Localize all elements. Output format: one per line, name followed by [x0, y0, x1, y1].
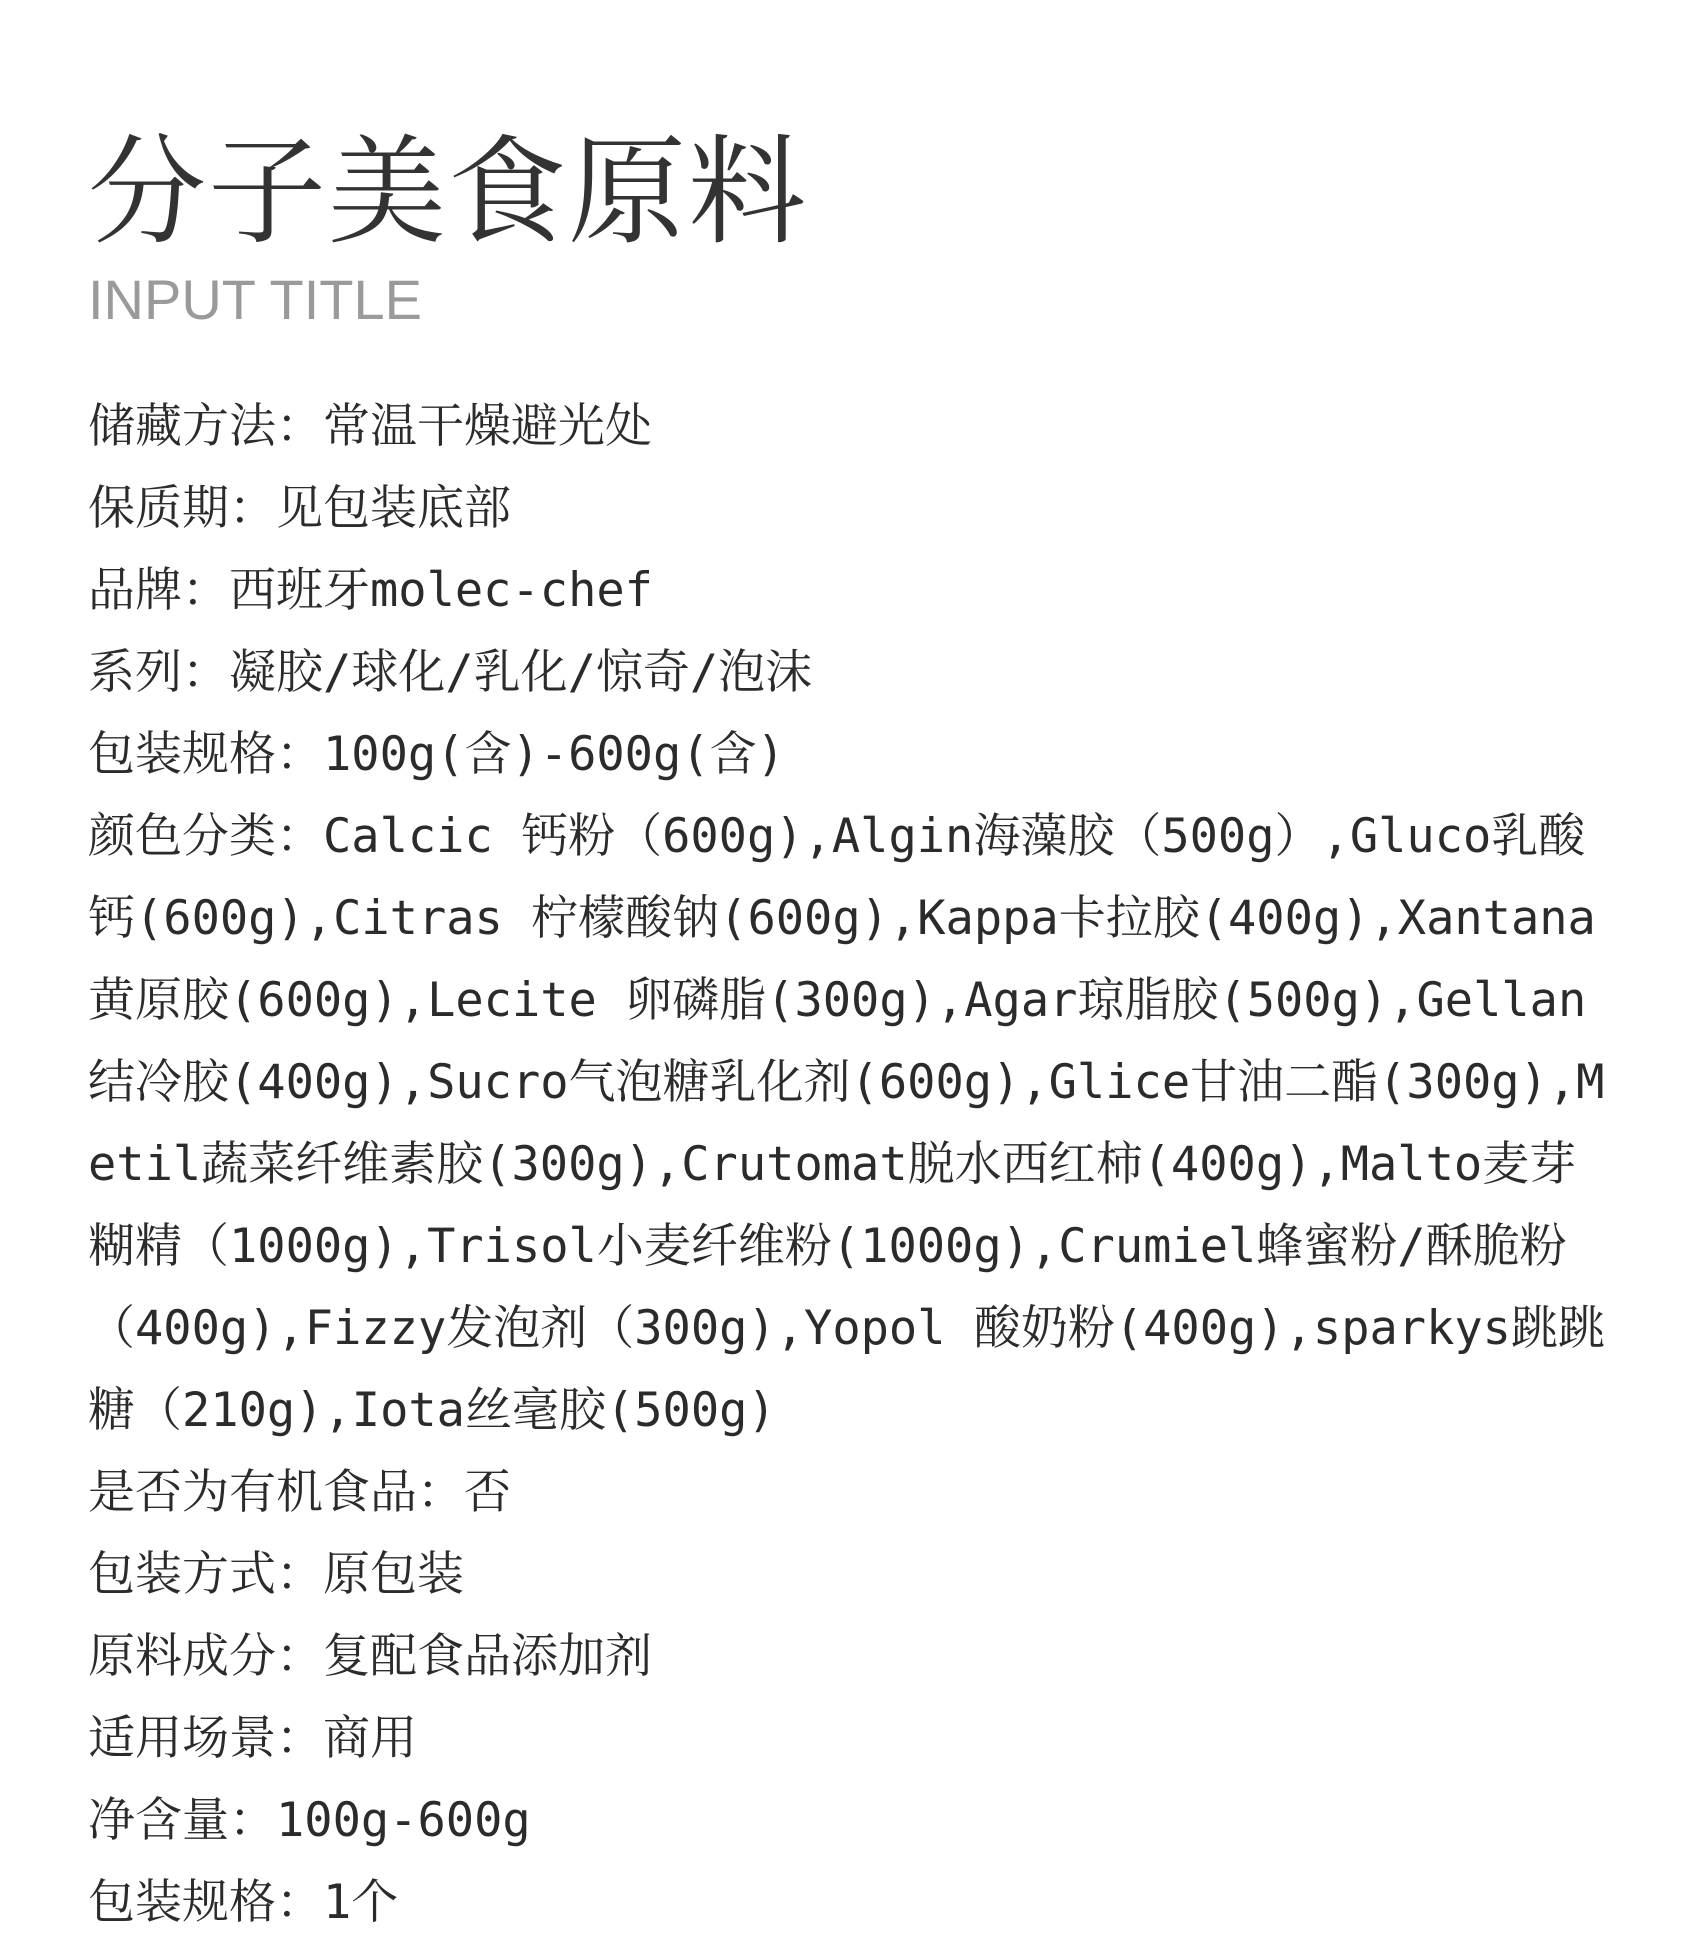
spec-net-content: 净含量：100g-600g	[88, 1793, 531, 1848]
spec-storage: 储藏方法：常温干燥避光处	[88, 399, 652, 454]
spec-package-spec: 包装规格：100g(含)-600g(含)	[88, 727, 785, 782]
spec-usage: 适用场景：商用	[88, 1711, 417, 1766]
spec-ingredients: 原料成分：复配食品添加剂	[88, 1629, 652, 1684]
spec-list	[88, 386, 1608, 1944]
page-title: 分子美食原料	[88, 123, 809, 261]
spec-package-count: 包装规格：1个	[88, 1875, 399, 1930]
spec-brand: 品牌：西班牙molec-chef	[88, 563, 653, 618]
spec-packing-method: 包装方式：原包装	[88, 1547, 464, 1602]
page-subtitle: INPUT TITLE	[88, 268, 423, 331]
spec-organic: 是否为有机食品：否	[88, 1465, 511, 1520]
spec-color-category: 颜色分类：Calcic 钙粉（600g),Algin海藻胶（500g）,Gluco乳酸钙(600g),Citras 柠檬酸钠(600g),Kappa卡拉胶(400g),Xantana黄原胶(600g),Lecite 卵磷脂(300g),Agar琼脂胶(500g),Gellan结冷胶(400g),Sucro气泡糖乳化剂(600g),Glice甘油二酯(300g),Metil蔬菜纤维素胶(300g),Crutomat脱水西红柿(400g),Malto麦芽糊精（1000g),Trisol小麦纤维粉(1000g),Crumiel蜂蜜粉/酥脆粉（400g),Fizzy发泡剂（300g),Yopol 酸奶粉(400g),sparkys跳跳糖（210g),Iota丝毫胶(500g)	[88, 809, 1605, 1438]
spec-shelf-life: 保质期：见包装底部	[88, 481, 511, 536]
spec-series: 系列：凝胶/球化/乳化/惊奇/泡沫	[88, 645, 813, 700]
